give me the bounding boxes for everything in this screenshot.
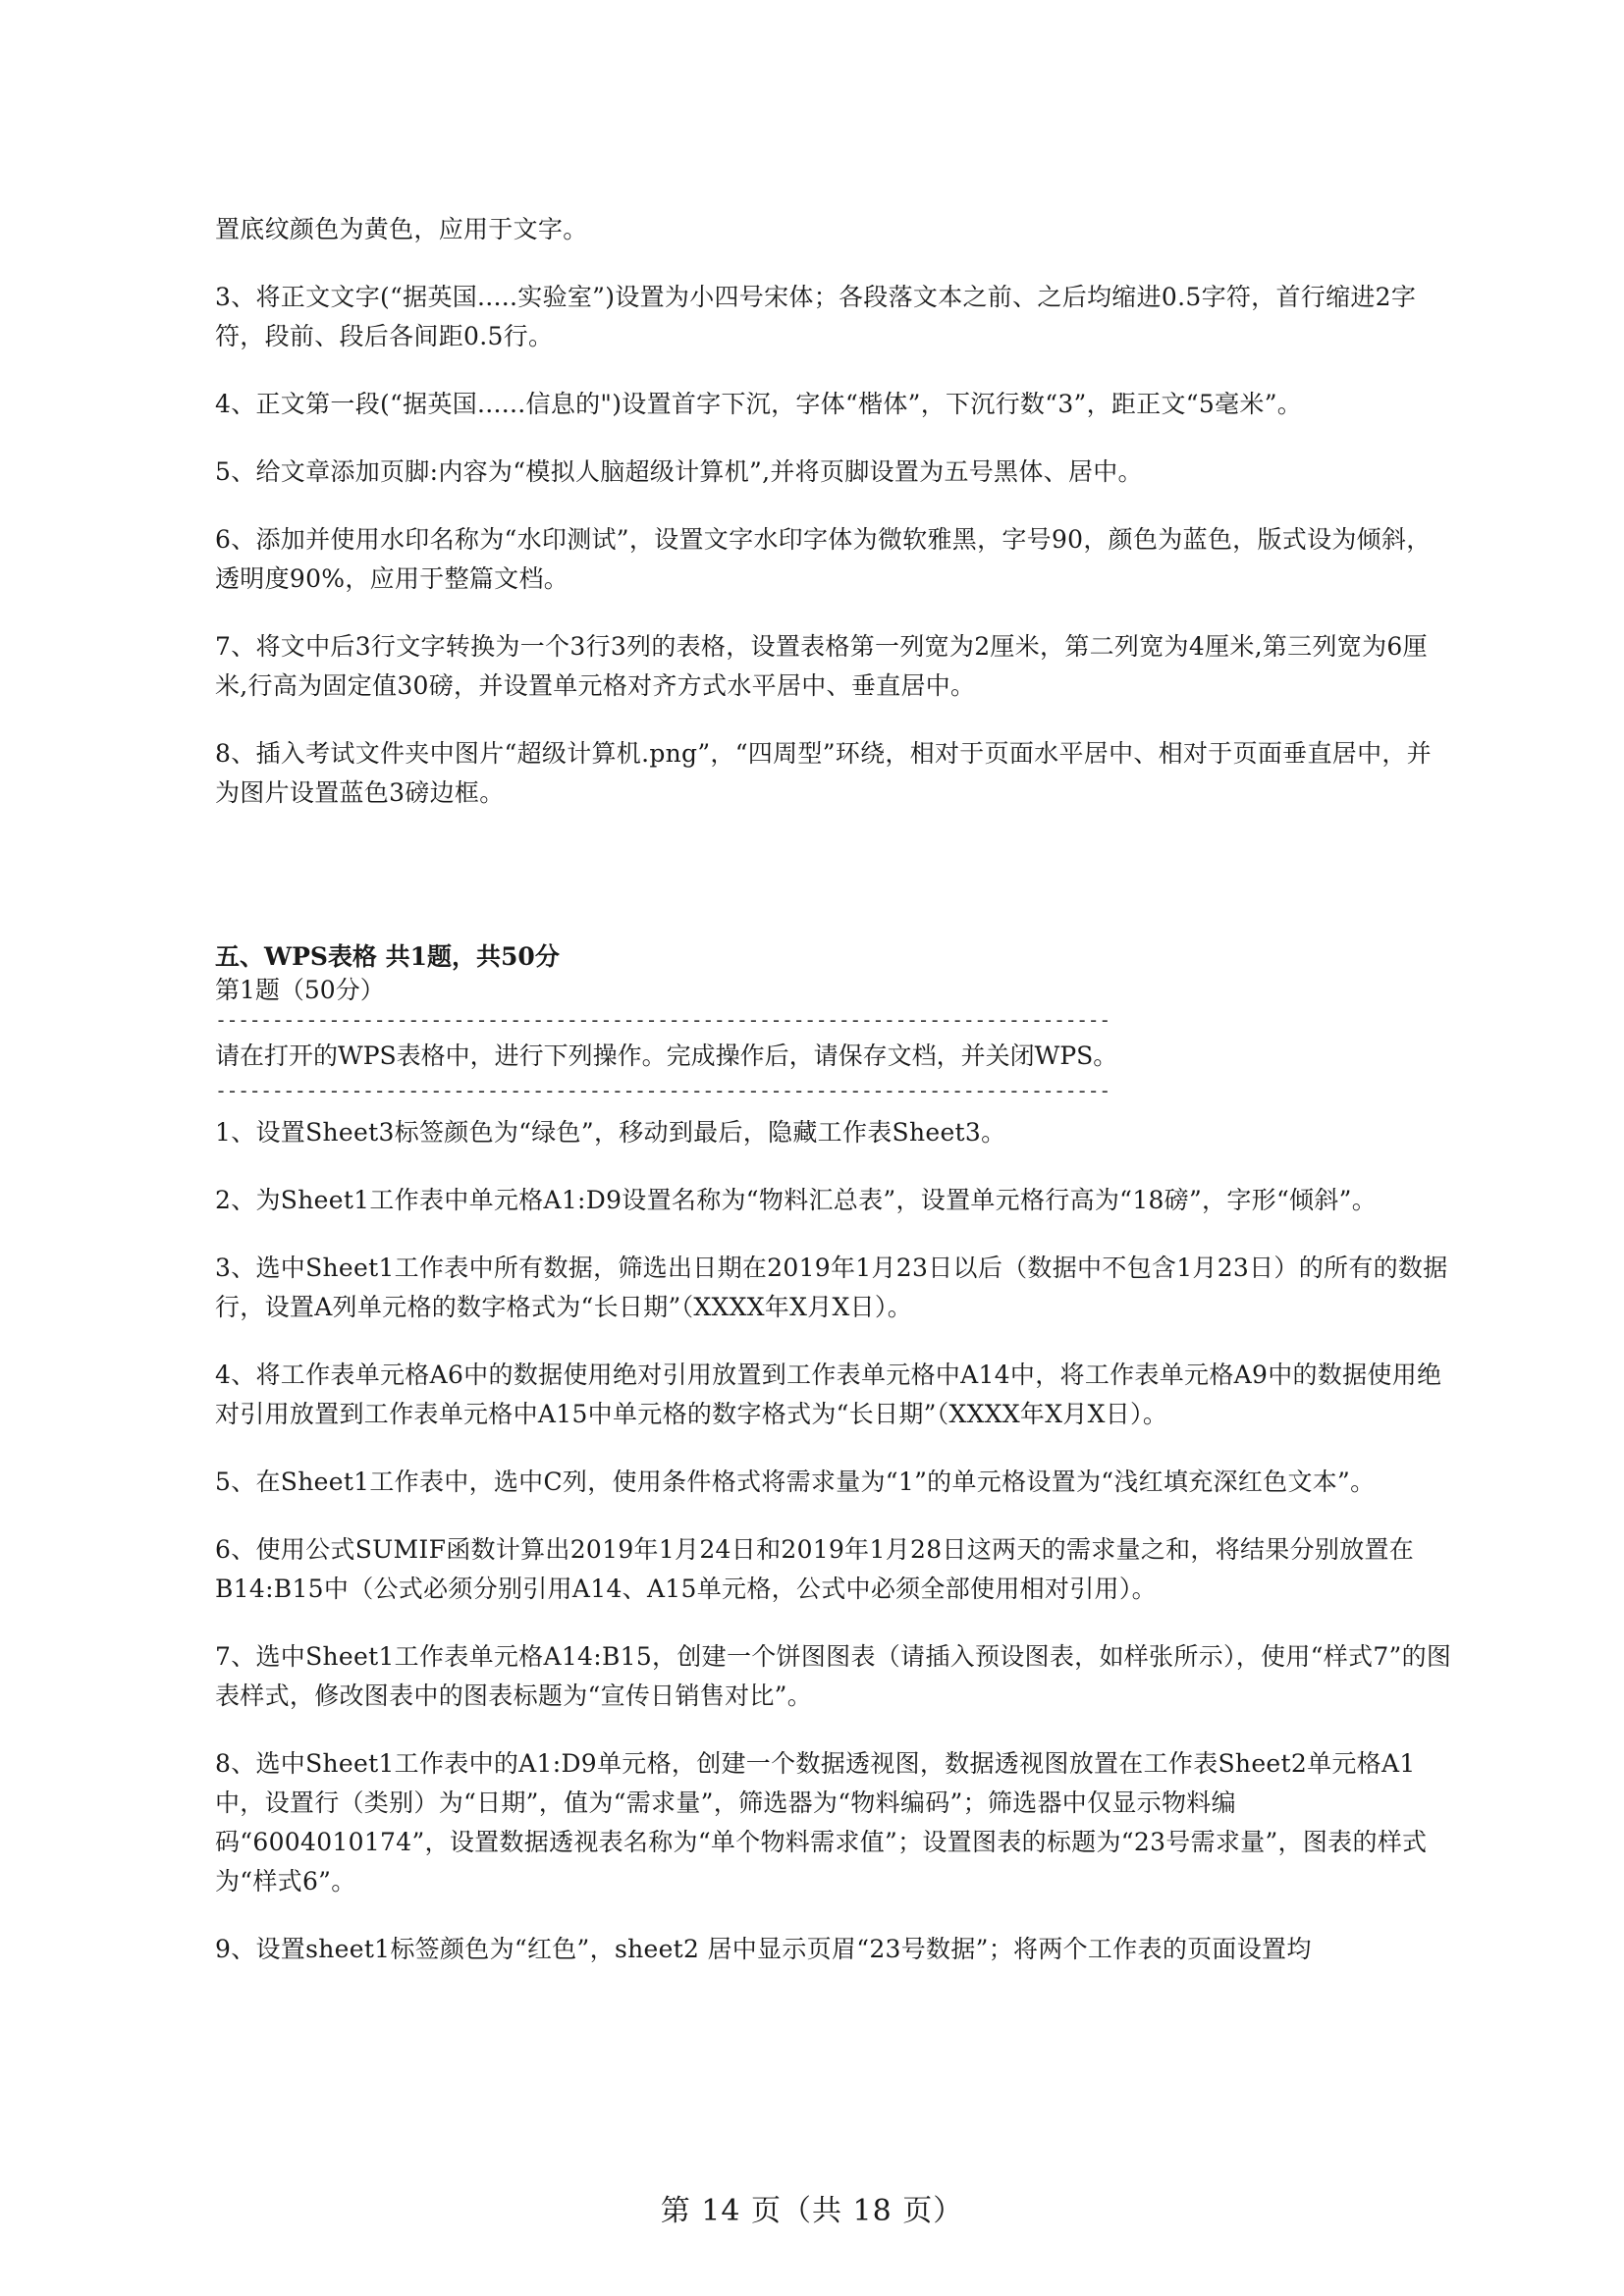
page-body — [215, 210, 1454, 1969]
separator-line: ------------------------------------------------------------------------------- — [215, 1008, 1110, 1032]
list-item: 7、选中Sheet1工作表单元格A14:B15，创建一个饼图图表（请插入预设图表，如样张所示），使用“样式7”的图表样式，修改图表中的图表标题为“宣传日销售对比”。 — [215, 1642, 1452, 1710]
list-item: 6、使用公式SUMIF函数计算出2019年1月24日和2019年1月28日这两天的需求量之和，将结果分别放置在B14:B15中（公式必须分别引用A14、A15单元格，公式中必须全部使用相对引用）。 — [215, 1535, 1415, 1603]
section-gap — [215, 813, 1454, 940]
list-item: 6、添加并使用水印名称为“水印测试”，设置文字水印字体为微软雅黑，字号90，颜色为蓝色，版式设为倾斜，透明度90%，应用于整篇文档。 — [215, 525, 1432, 593]
separator-line: ------------------------------------------------------------------------------- — [215, 1079, 1110, 1102]
list-item: 7、将文中后3行文字转换为一个3行3列的表格，设置表格第一列宽为2厘米，第二列宽为4厘米,第三列宽为6厘米,行高为固定值30磅，并设置单元格对齐方式水平居中、垂直居中。 — [215, 632, 1428, 700]
list-item: 3、选中Sheet1工作表中所有数据，筛选出日期在2019年1月23日以后（数据中不包含1月23日）的所有的数据行，设置A列单元格的数字格式为“长日期”（XXXX年X月X日）。 — [215, 1254, 1448, 1321]
list-item: 5、在Sheet1工作表中，选中C列，使用条件格式将需求量为“1”的单元格设置为“浅红填充深红色文本”。 — [215, 1468, 1376, 1496]
paragraph-continuation: 置底纹颜色为黄色，应用于文字。 — [215, 215, 588, 243]
list-item: 8、插入考试文件夹中图片“超级计算机.png”，“四周型”环绕，相对于页面水平居中、相对于页面垂直居中，并为图片设置蓝色3磅边框。 — [215, 739, 1432, 807]
list-item: 8、选中Sheet1工作表中的A1:D9单元格，创建一个数据透视图，数据透视图放置在工作表Sheet2单元格A1中，设置行（类别）为“日期”，值为“需求量”，筛选器为“物料编码”；筛选器中仅显示物料编码“6004010174”，设置数据透视表名称为“单个物料需求值”；设置图表的标题为“23号需求量”，图表的样式为“样式6”。 — [215, 1749, 1428, 1896]
list-item: 4、正文第一段(“据英国......信息的")设置首字下沉，字体“楷体”，下沉行数“3”，距正文“5毫米”。 — [215, 390, 1303, 418]
list-item: 5、给文章添加页脚:内容为“模拟人脑超级计算机”,并将页脚设置为五号黑体、居中。 — [215, 457, 1143, 486]
question-heading: 第1题（50分） — [215, 976, 385, 1004]
list-item: 4、将工作表单元格A6中的数据使用绝对引用放置到工作表单元格中A14中，将工作表单元格A9中的数据使用绝对引用放置到工作表单元格中A15中单元格的数字格式为“长日期”（XXXX年X月X日）。 — [215, 1361, 1442, 1428]
list-item: 9、设置sheet1标签颜色为“红色”，sheet2 居中显示页眉“23号数据”；将两个工作表的页面设置均 — [215, 1935, 1312, 1963]
question-instruction: 请在打开的WPS表格中，进行下列操作。完成操作后，请保存文档，并关闭WPS。 — [215, 1041, 1118, 1070]
list-item: 2、为Sheet1工作表中单元格A1:D9设置名称为“物料汇总表”，设置单元格行高为“18磅”，字形“倾斜”。 — [215, 1186, 1378, 1214]
page-footer: 第 14 页（共 18 页） — [660, 2194, 964, 2228]
section-title: 五、WPS表格 共1题，共50分 — [215, 942, 560, 971]
list-item: 1、设置Sheet3标签颜色为“绿色”，移动到最后，隐藏工作表Sheet3。 — [215, 1118, 1006, 1147]
list-item: 3、将正文文字(“据英国.....实验室”)设置为小四号宋体；各段落文本之前、之后均缩进0.5字符，首行缩进2字符，段前、段后各间距0.5行。 — [215, 283, 1417, 350]
